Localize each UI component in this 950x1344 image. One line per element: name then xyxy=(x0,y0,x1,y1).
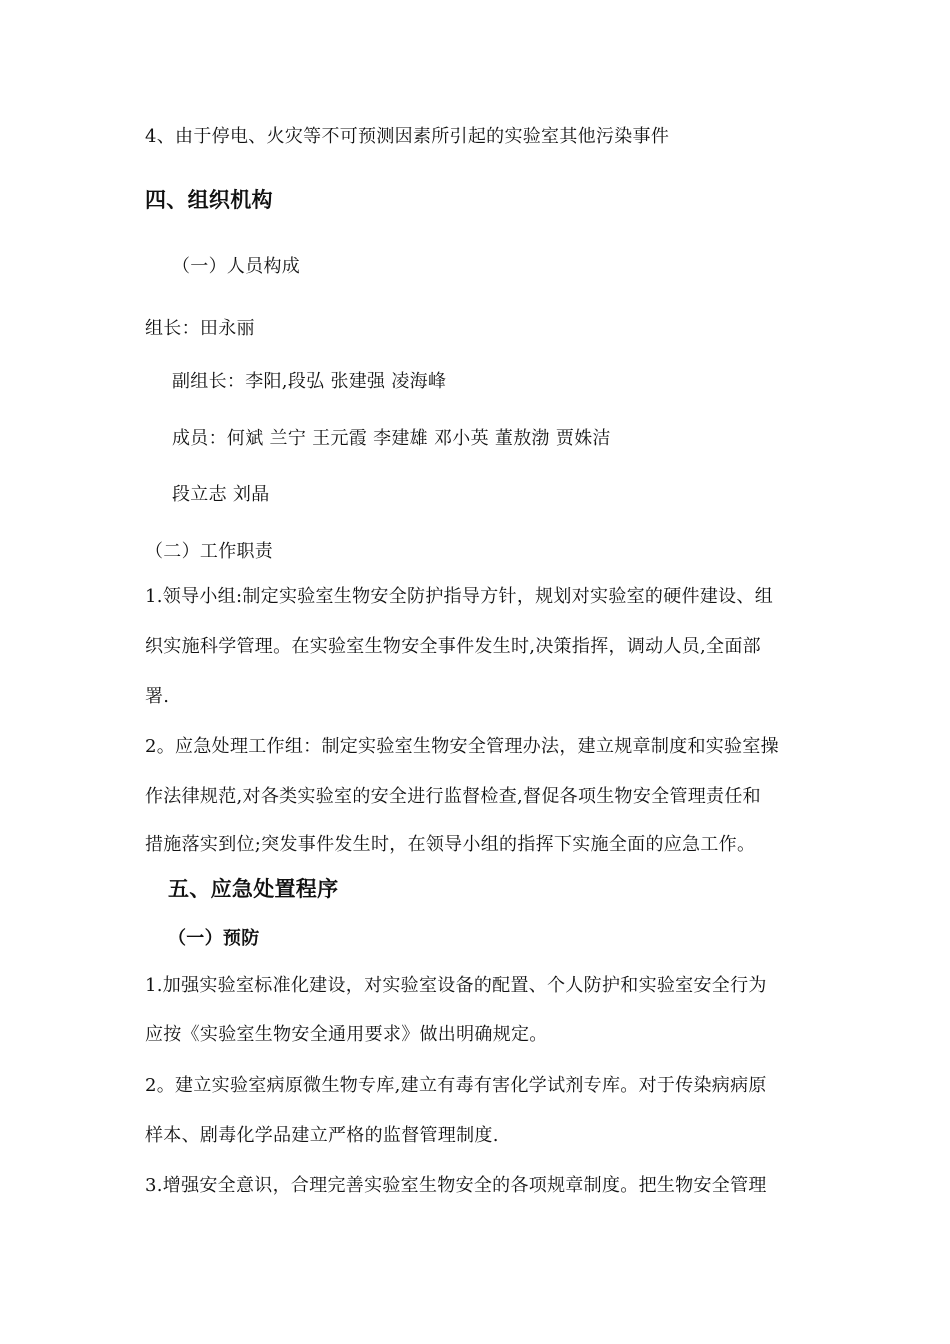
prevention-1-line-2: 应按《实验室生物安全通用要求》做出明确规定。 xyxy=(145,1024,548,1045)
duty-1-line-1: 1.领导小组:制定实验室生物安全防护指导方针，规划对实验室的硬件建设、组 xyxy=(145,586,774,607)
prevention-2-line-2: 样本、剧毒化学品建立严格的监督管理制度. xyxy=(145,1125,499,1146)
prevention-2-line-1: 2。建立实验室病原微生物专库,建立有毒有害化学试剂专库。对于传染病病原 xyxy=(145,1075,767,1096)
section-4-heading: 四、组织机构 xyxy=(145,188,273,212)
duty-2-line-1: 2。应急处理工作组：制定实验室生物安全管理办法，建立规章制度和实验室操 xyxy=(145,736,779,757)
section-5-heading: 五、应急处置程序 xyxy=(168,877,339,901)
members-line-2: 段立志 刘晶 xyxy=(172,484,270,505)
prevention-heading: （一）预防 xyxy=(168,928,260,949)
duty-2-line-3: 措施落实到位;突发事件发生时，在领导小组的指挥下实施全面的应急工作。 xyxy=(145,834,756,855)
item-4-text: 4、由于停电、火灾等不可预测因素所引起的实验室其他污染事件 xyxy=(145,126,670,147)
members-line-1: 成员：何斌 兰宁 王元霞 李建雄 邓小英 董敖渤 贾姝洁 xyxy=(172,428,611,449)
duty-2-line-2: 作法律规范,对各类实验室的安全进行监督检查,督促各项生物安全管理责任和 xyxy=(145,786,761,807)
duty-1-line-3: 署. xyxy=(145,686,170,707)
subsection-duties-heading: （二）工作职责 xyxy=(145,541,274,562)
duty-1-line-2: 织实施科学管理。在实验室生物安全事件发生时,决策指挥，调动人员,全面部 xyxy=(145,636,761,657)
leader-line: 组长：田永丽 xyxy=(145,318,255,339)
deputy-leader-line: 副组长：李阳,段弘 张建强 凌海峰 xyxy=(172,371,447,392)
prevention-1-line-1: 1.加强实验室标准化建设，对实验室设备的配置、个人防护和实验室安全行为 xyxy=(145,975,767,996)
subsection-personnel-heading: （一）人员构成 xyxy=(172,256,301,277)
prevention-3-line-1: 3.增强安全意识，合理完善实验室生物安全的各项规章制度。把生物安全管理 xyxy=(145,1175,767,1196)
